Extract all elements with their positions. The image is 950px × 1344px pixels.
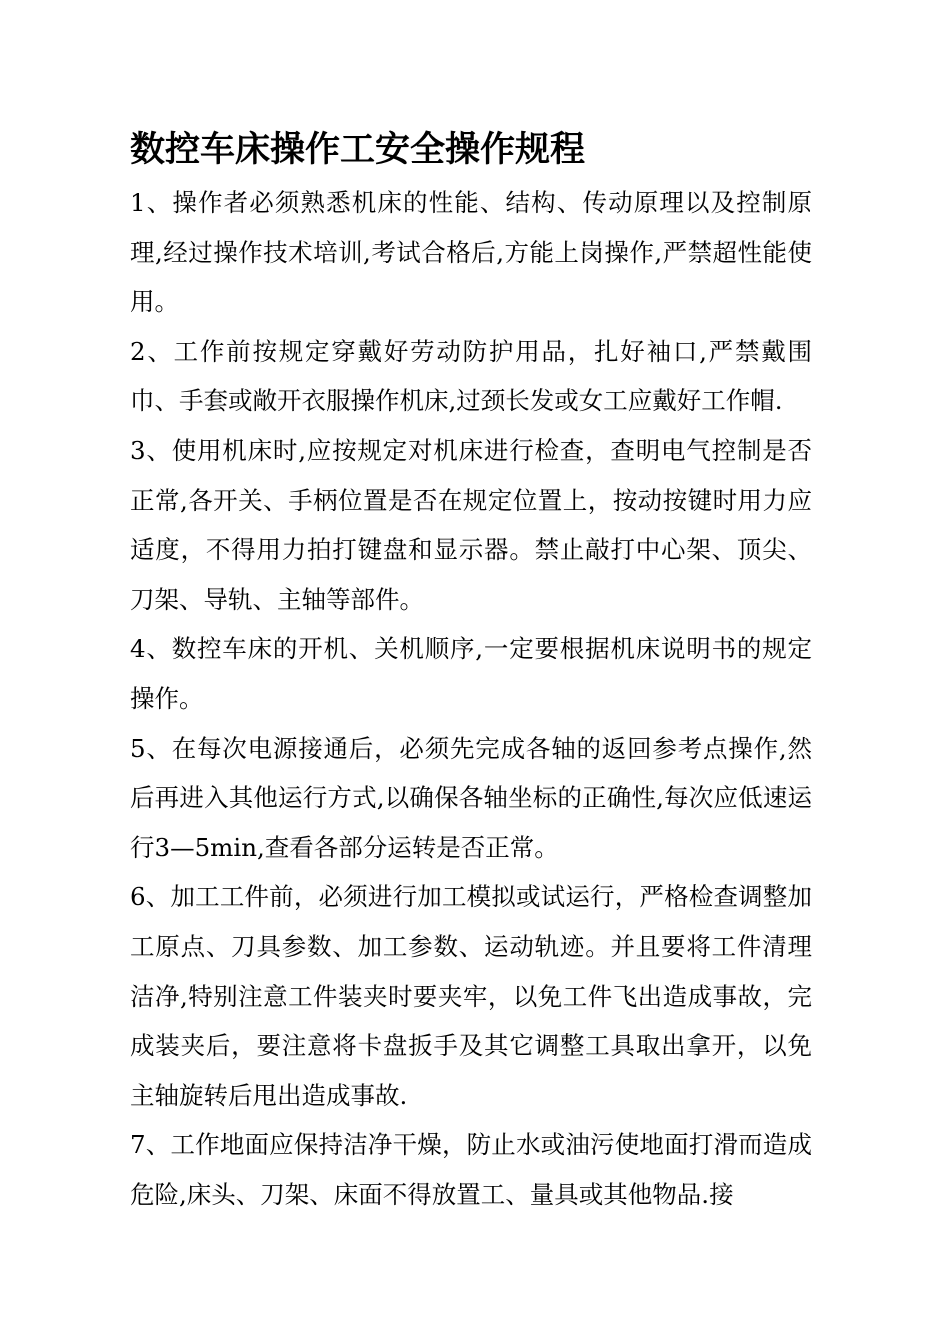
paragraph-6: 6、加工工件前，必须进行加工模拟或试运行，严格检查调整加工原点、刀具参数、加工参数、运动轨迹。并且要将工件清理洁净,特别注意工件装夹时要夹牢，以免工件飞出造成事故，完成装夹后，要注意将卡盘扳手及其它调整工具取出拿开，以免主轴旋转后甩出造成事故. (130, 882, 812, 1110)
paragraph-2: 2、工作前按规定穿戴好劳动防护用品，扎好袖口,严禁戴围巾、手套或敞开衣服操作机床,过颈长发或女工应戴好工作帽. (130, 336, 812, 416)
paragraph-7: 7、工作地面应保持洁净干燥，防止水或油污使地面打滑而造成危险,床头、刀架、床面不得放置工、量具或其他物品.接 (130, 1130, 812, 1209)
document-body (130, 178, 812, 1219)
paragraph-3: 3、使用机床时,应按规定对机床进行检查，查明电气控制是否正常,各开关、手柄位置是否在规定位置上，按动按键时用力应适度，不得用力拍打键盘和显示器。禁止敲打中心架、顶尖、刀架、导轨、主轴等部件。 (130, 435, 812, 614)
paragraph-5: 5、在每次电源接通后，必须先完成各轴的返回参考点操作,然后再进入其他运行方式,以确保各轴坐标的正确性,每次应低速运行3—5min,查看各部分运转是否正常。 (130, 733, 812, 862)
document-title: 数控车床操作工安全操作规程 (130, 129, 586, 170)
paragraph-1: 1、操作者必须熟悉机床的性能、结构、传动原理以及控制原理,经过操作技术培训,考试合格后,方能上岗操作,严禁超性能使用。 (130, 188, 812, 317)
paragraph-4: 4、数控车床的开机、关机顺序,一定要根据机床说明书的规定操作。 (130, 634, 812, 713)
